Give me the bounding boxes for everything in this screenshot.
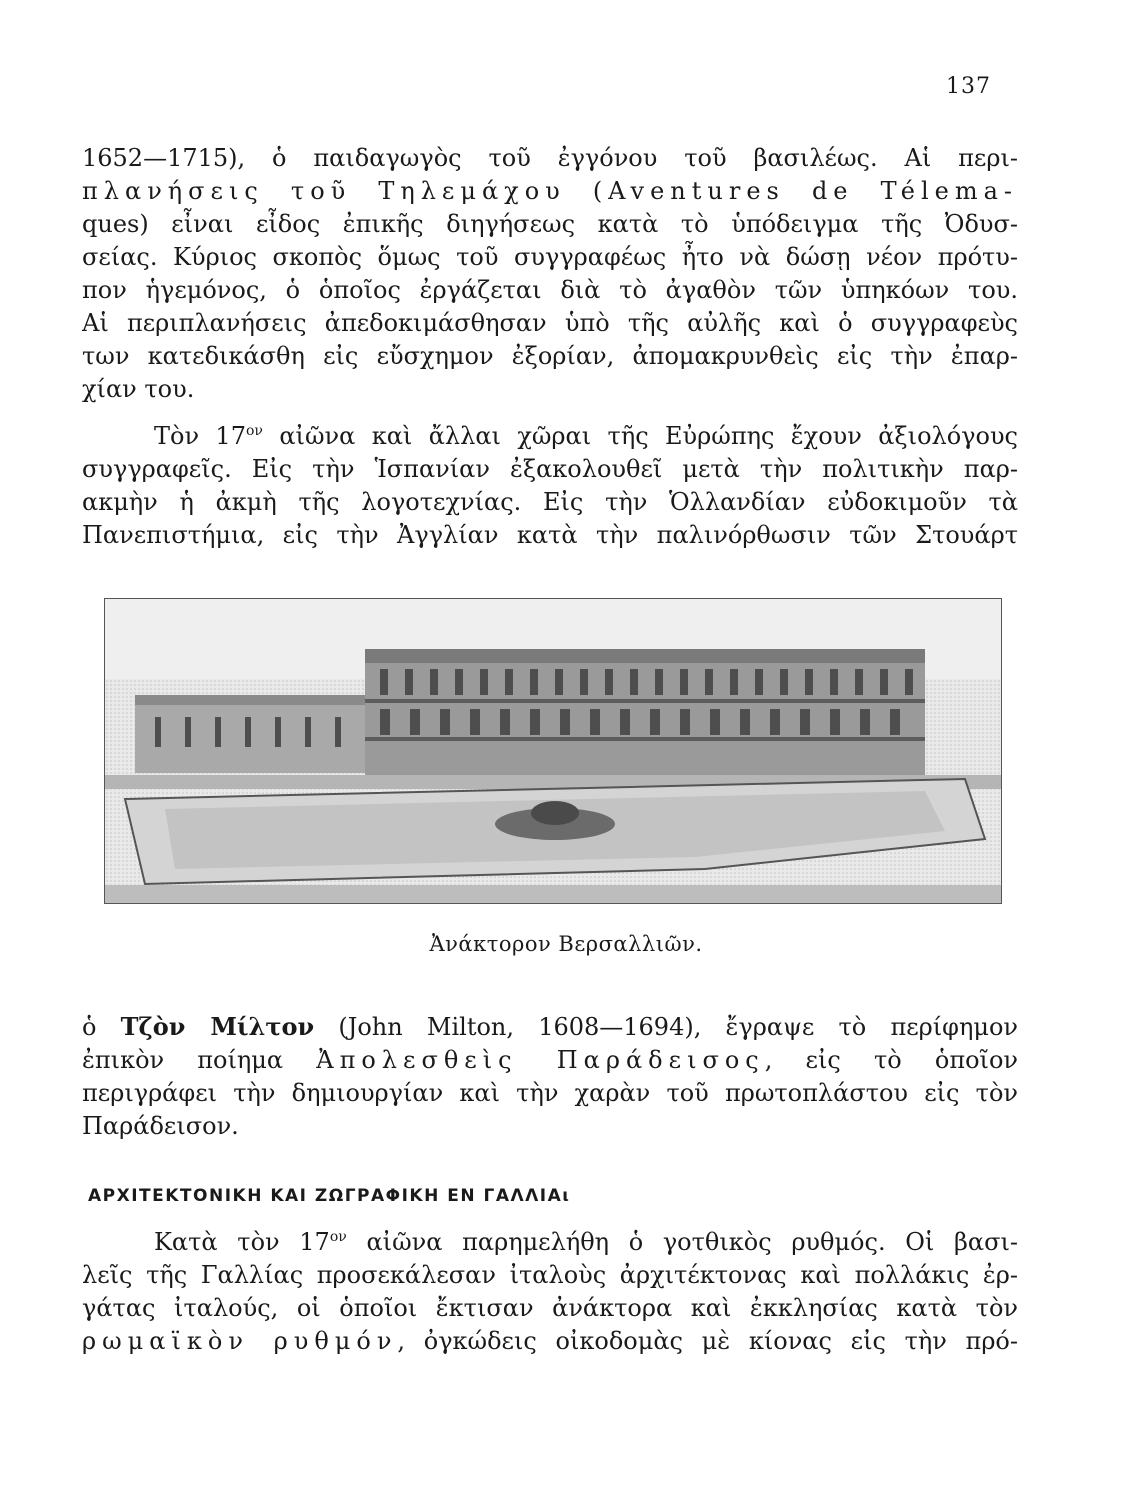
text-line-part: Τὸν 17 — [154, 422, 246, 450]
superscript: ον — [329, 1229, 347, 1245]
text-line — [82, 1010, 1018, 1044]
title-paradise-lost: Ἀπολεσθεὶς Παράδεισος — [316, 1046, 765, 1074]
text-line — [82, 1226, 1018, 1259]
text-line-part: πλανήσεις τοῦ Τηλεμάχου (Aventures de Télema- — [82, 177, 1018, 205]
text-line: Παράδεισον. — [82, 1112, 239, 1140]
versailles-palace-image — [104, 598, 1002, 904]
text-line: Αἱ περιπλανήσεις ἀπεδοκιμάσθησαν ὑπὸ τῆς αὐλῆς καὶ ὁ συγγραφεὺς — [82, 309, 1018, 337]
superscript: ον — [245, 423, 263, 439]
text-line: πον ἡγεμόνος, ὁ ὁποῖος ἐργάζεται διὰ τὸ ἀγαθὸν τῶν ὑπηκόων του. — [82, 276, 1018, 304]
text-line: χίαν του. — [82, 375, 195, 403]
text-line-part: Κατὰ τὸν 17 — [154, 1228, 330, 1256]
text-line: γάτας ἰταλούς, οἱ ὁποῖοι ἔκτισαν ἀνάκτορα καὶ ἐκκλησίας κατὰ τὸν — [82, 1294, 1018, 1322]
text-line-part: , ὀγκώδεις οἰκοδομὰς μὲ κίονας εἰς τὴν πρό- — [397, 1327, 1018, 1355]
paragraph-milton — [82, 1010, 1018, 1143]
name-milton: Τζὸν Μίλτον — [120, 1012, 315, 1041]
section-heading: ΑΡΧΙΤΕΚΤΟΝΙΚΗ ΚΑΙ ΖΩΓΡΑΦΙΚΗ ΕΝ ΓΑΛΛΙΑι — [88, 1186, 571, 1206]
text-line — [82, 1044, 1018, 1077]
text-line: σείας. Κύριος σκοπὸς ὅμως τοῦ συγγραφέως ἦτο νὰ δώσῃ νέον πρότυ- — [82, 243, 1018, 271]
text-line: λεῖς τῆς Γαλλίας προσεκάλεσαν ἰταλοὺς ἀρχιτέκτονας καὶ πολλάκις ἐρ- — [82, 1261, 1018, 1289]
text-line-part: αἰῶνα παρημελήθη ὁ γοτθικὸς ρυθμός. Οἱ βασι- — [346, 1228, 1018, 1256]
text-line: Πανεπιστήμια, εἰς τὴν Ἀγγλίαν κατὰ τὴν παλινόρθωσιν τῶν Στουάρτ — [82, 521, 1018, 549]
paragraph-architecture — [82, 1226, 1018, 1358]
text-line: περιγράφει τὴν δημιουργίαν καὶ τὴν χαρὰν τοῦ πρωτοπλάστου εἰς τὸν — [82, 1079, 1018, 1107]
text-line-part: , εἰς τὸ ὁποῖον — [764, 1046, 1018, 1074]
text-line: ακμὴν ἡ ἀκμὴ τῆς λογοτεχνίας. Εἰς τὴν Ὁλλανδίαν εὐδοκιμοῦν τὰ — [82, 488, 1018, 516]
text-line: των κατεδικάσθη εἰς εὔσχημον ἐξορίαν, ἀπομακρυνθεὶς εἰς τὴν ἐπαρ- — [82, 342, 1018, 370]
paragraph-17th-century — [82, 420, 1018, 552]
text-line — [82, 420, 1018, 453]
page-number: 137 — [946, 74, 991, 99]
text-line-part: (John Milton, 1608—1694), ἔγραψε τὸ περίφημον — [314, 1013, 1018, 1041]
text-line — [82, 175, 1018, 208]
text-line-part: ἐπικὸν ποίημα — [82, 1046, 317, 1074]
text-line: ques) εἶναι εἶδος ἐπικῆς διηγήσεως κατὰ τὸ ὑπόδειγμα τῆς Ὀδυσ- — [82, 210, 1018, 238]
text-line: συγγραφεῖς. Εἰς τὴν Ἱσπανίαν ἐξακολουθεῖ μετὰ τὴν πολιτικὴν παρ- — [82, 455, 1018, 483]
text-line: 1652—1715), ὁ παιδαγωγὸς τοῦ ἐγγόνου τοῦ βασιλέως. Αἱ περι- — [82, 144, 1018, 172]
text-line-part: ὁ — [82, 1013, 121, 1041]
term-roman-style: ρωμαϊκὸν ρυθμόν — [82, 1327, 398, 1355]
palace-illustration — [105, 599, 1001, 903]
paragraph-fenelon — [82, 142, 1018, 406]
text-line-part: αἰῶνα καὶ ἄλλαι χῶραι τῆς Εὐρώπης ἔχουν ἀξιολόγους — [262, 422, 1018, 450]
text-line — [82, 1325, 1018, 1358]
figure-caption: Ἀνάκτορον Βερσαλλιῶν. — [429, 932, 703, 956]
